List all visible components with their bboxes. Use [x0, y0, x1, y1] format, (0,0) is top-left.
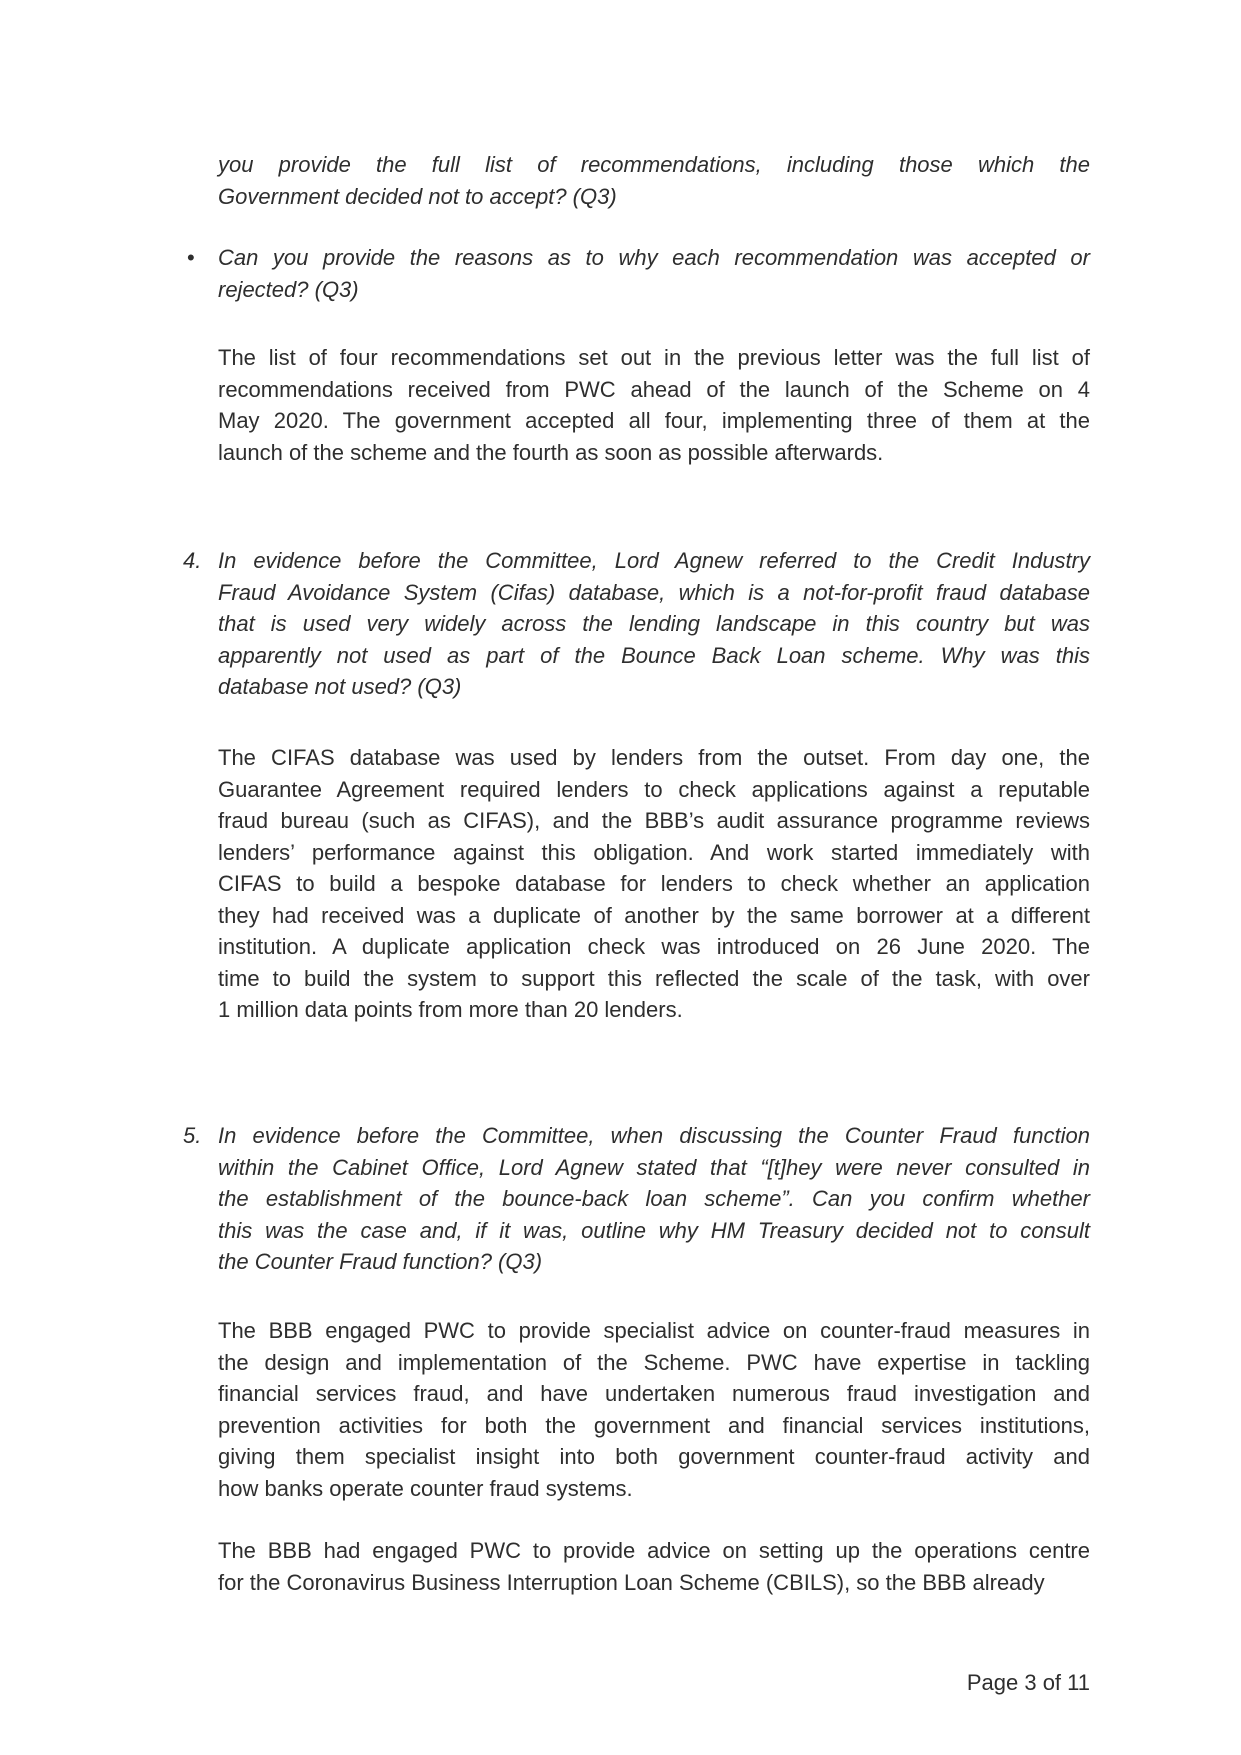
list-number-4: 4. — [183, 548, 202, 573]
text-line: CIFAS to build a bespoke database for lenders to check whether an application — [218, 871, 1090, 896]
text-line: database not used? (Q3) — [218, 674, 462, 699]
text-line: that is used very widely across the lending landscape in this country but was — [218, 611, 1090, 636]
question-5-text — [218, 1120, 1090, 1278]
text-line: In evidence before the Committee, when discussing the Counter Fraud function — [218, 1123, 1090, 1148]
text-line: the design and implementation of the Scheme. PWC have expertise in tackling — [218, 1349, 1090, 1375]
text-line: giving them specialist insight into both government counter-fraud activity and — [218, 1444, 1090, 1469]
answer-q4-paragraph — [218, 742, 1090, 1026]
question-4-text — [218, 545, 1090, 703]
text-line: Fraud Avoidance System (Cifas) database, which is a not-for-profit fraud database — [218, 579, 1090, 605]
text-line: fraud bureau (such as CIFAS), and the BBB’s audit assurance programme reviews — [218, 808, 1090, 833]
text-line: for the Coronavirus Business Interruption Loan Scheme (CBILS), so the BBB already — [218, 1569, 1045, 1595]
question-3-continuation — [218, 149, 1090, 212]
text-line: 1 million data points from more than 20 lenders. — [218, 997, 683, 1022]
text-line: the establishment of the bounce-back loan scheme”. Can you confirm whether — [218, 1186, 1090, 1211]
text-line: Guarantee Agreement required lenders to check applications against a reputable — [218, 776, 1090, 802]
question-5-item — [183, 1120, 1090, 1278]
text-line: In evidence before the Committee, Lord Agnew referred to the Credit Industry — [218, 548, 1090, 573]
text-line: The BBB had engaged PWC to provide advice on setting up the operations centre — [218, 1538, 1090, 1563]
text-line: Government decided not to accept? (Q3) — [218, 183, 617, 209]
text-line: lenders’ performance against this obligation. And work started immediately with — [218, 839, 1090, 865]
text-line: institution. A duplicate application check was introduced on 26 June 2020. The — [218, 934, 1090, 959]
text-line: launch of the scheme and the fourth as soon as possible afterwards. — [218, 439, 884, 465]
text-line: The list of four recommendations set out in the previous letter was the full list of — [218, 345, 1090, 370]
bullet-marker: • — [187, 245, 195, 270]
text-line: May 2020. The government accepted all four, implementing three of them at the — [218, 408, 1090, 433]
question-3-bullet-item — [187, 242, 1090, 305]
text-line: you provide the full list of recommendations, including those which the — [218, 152, 1090, 177]
text-line: apparently not used as part of the Bounce Back Loan scheme. Why was this — [218, 642, 1090, 668]
answer-q3-paragraph — [218, 342, 1090, 468]
answer-q5-paragraph-1 — [218, 1315, 1090, 1504]
text-line: prevention activities for both the government and financial services institutions, — [218, 1412, 1090, 1438]
text-line: rejected? (Q3) — [218, 276, 359, 302]
question-3-bullet-text — [218, 242, 1090, 305]
text-line: within the Cabinet Office, Lord Agnew stated that “[t]hey were never consulted in — [218, 1154, 1090, 1180]
text-line: The BBB engaged PWC to provide specialist advice on counter-fraud measures in — [218, 1318, 1090, 1343]
text-line: financial services fraud, and have undertaken numerous fraud investigation and — [218, 1381, 1090, 1406]
text-line: time to build the system to support this reflected the scale of the task, with over — [218, 965, 1090, 991]
text-line: this was the case and, if it was, outline why HM Treasury decided not to consult — [218, 1217, 1090, 1243]
question-4-item — [183, 545, 1090, 703]
text-line: how banks operate counter fraud systems. — [218, 1475, 633, 1501]
text-line: they had received was a duplicate of another by the same borrower at a different — [218, 902, 1090, 928]
page-number: Page 3 of 11 — [966, 1670, 1090, 1695]
text-line: Can you provide the reasons as to why each recommendation was accepted or — [218, 245, 1090, 270]
text-line: recommendations received from PWC ahead of the launch of the Scheme on 4 — [218, 376, 1090, 402]
text-line: The CIFAS database was used by lenders from the outset. From day one, the — [218, 745, 1090, 770]
answer-q5-paragraph-2 — [218, 1535, 1090, 1598]
list-number-5: 5. — [183, 1123, 202, 1148]
text-line: the Counter Fraud function? (Q3) — [218, 1249, 543, 1274]
